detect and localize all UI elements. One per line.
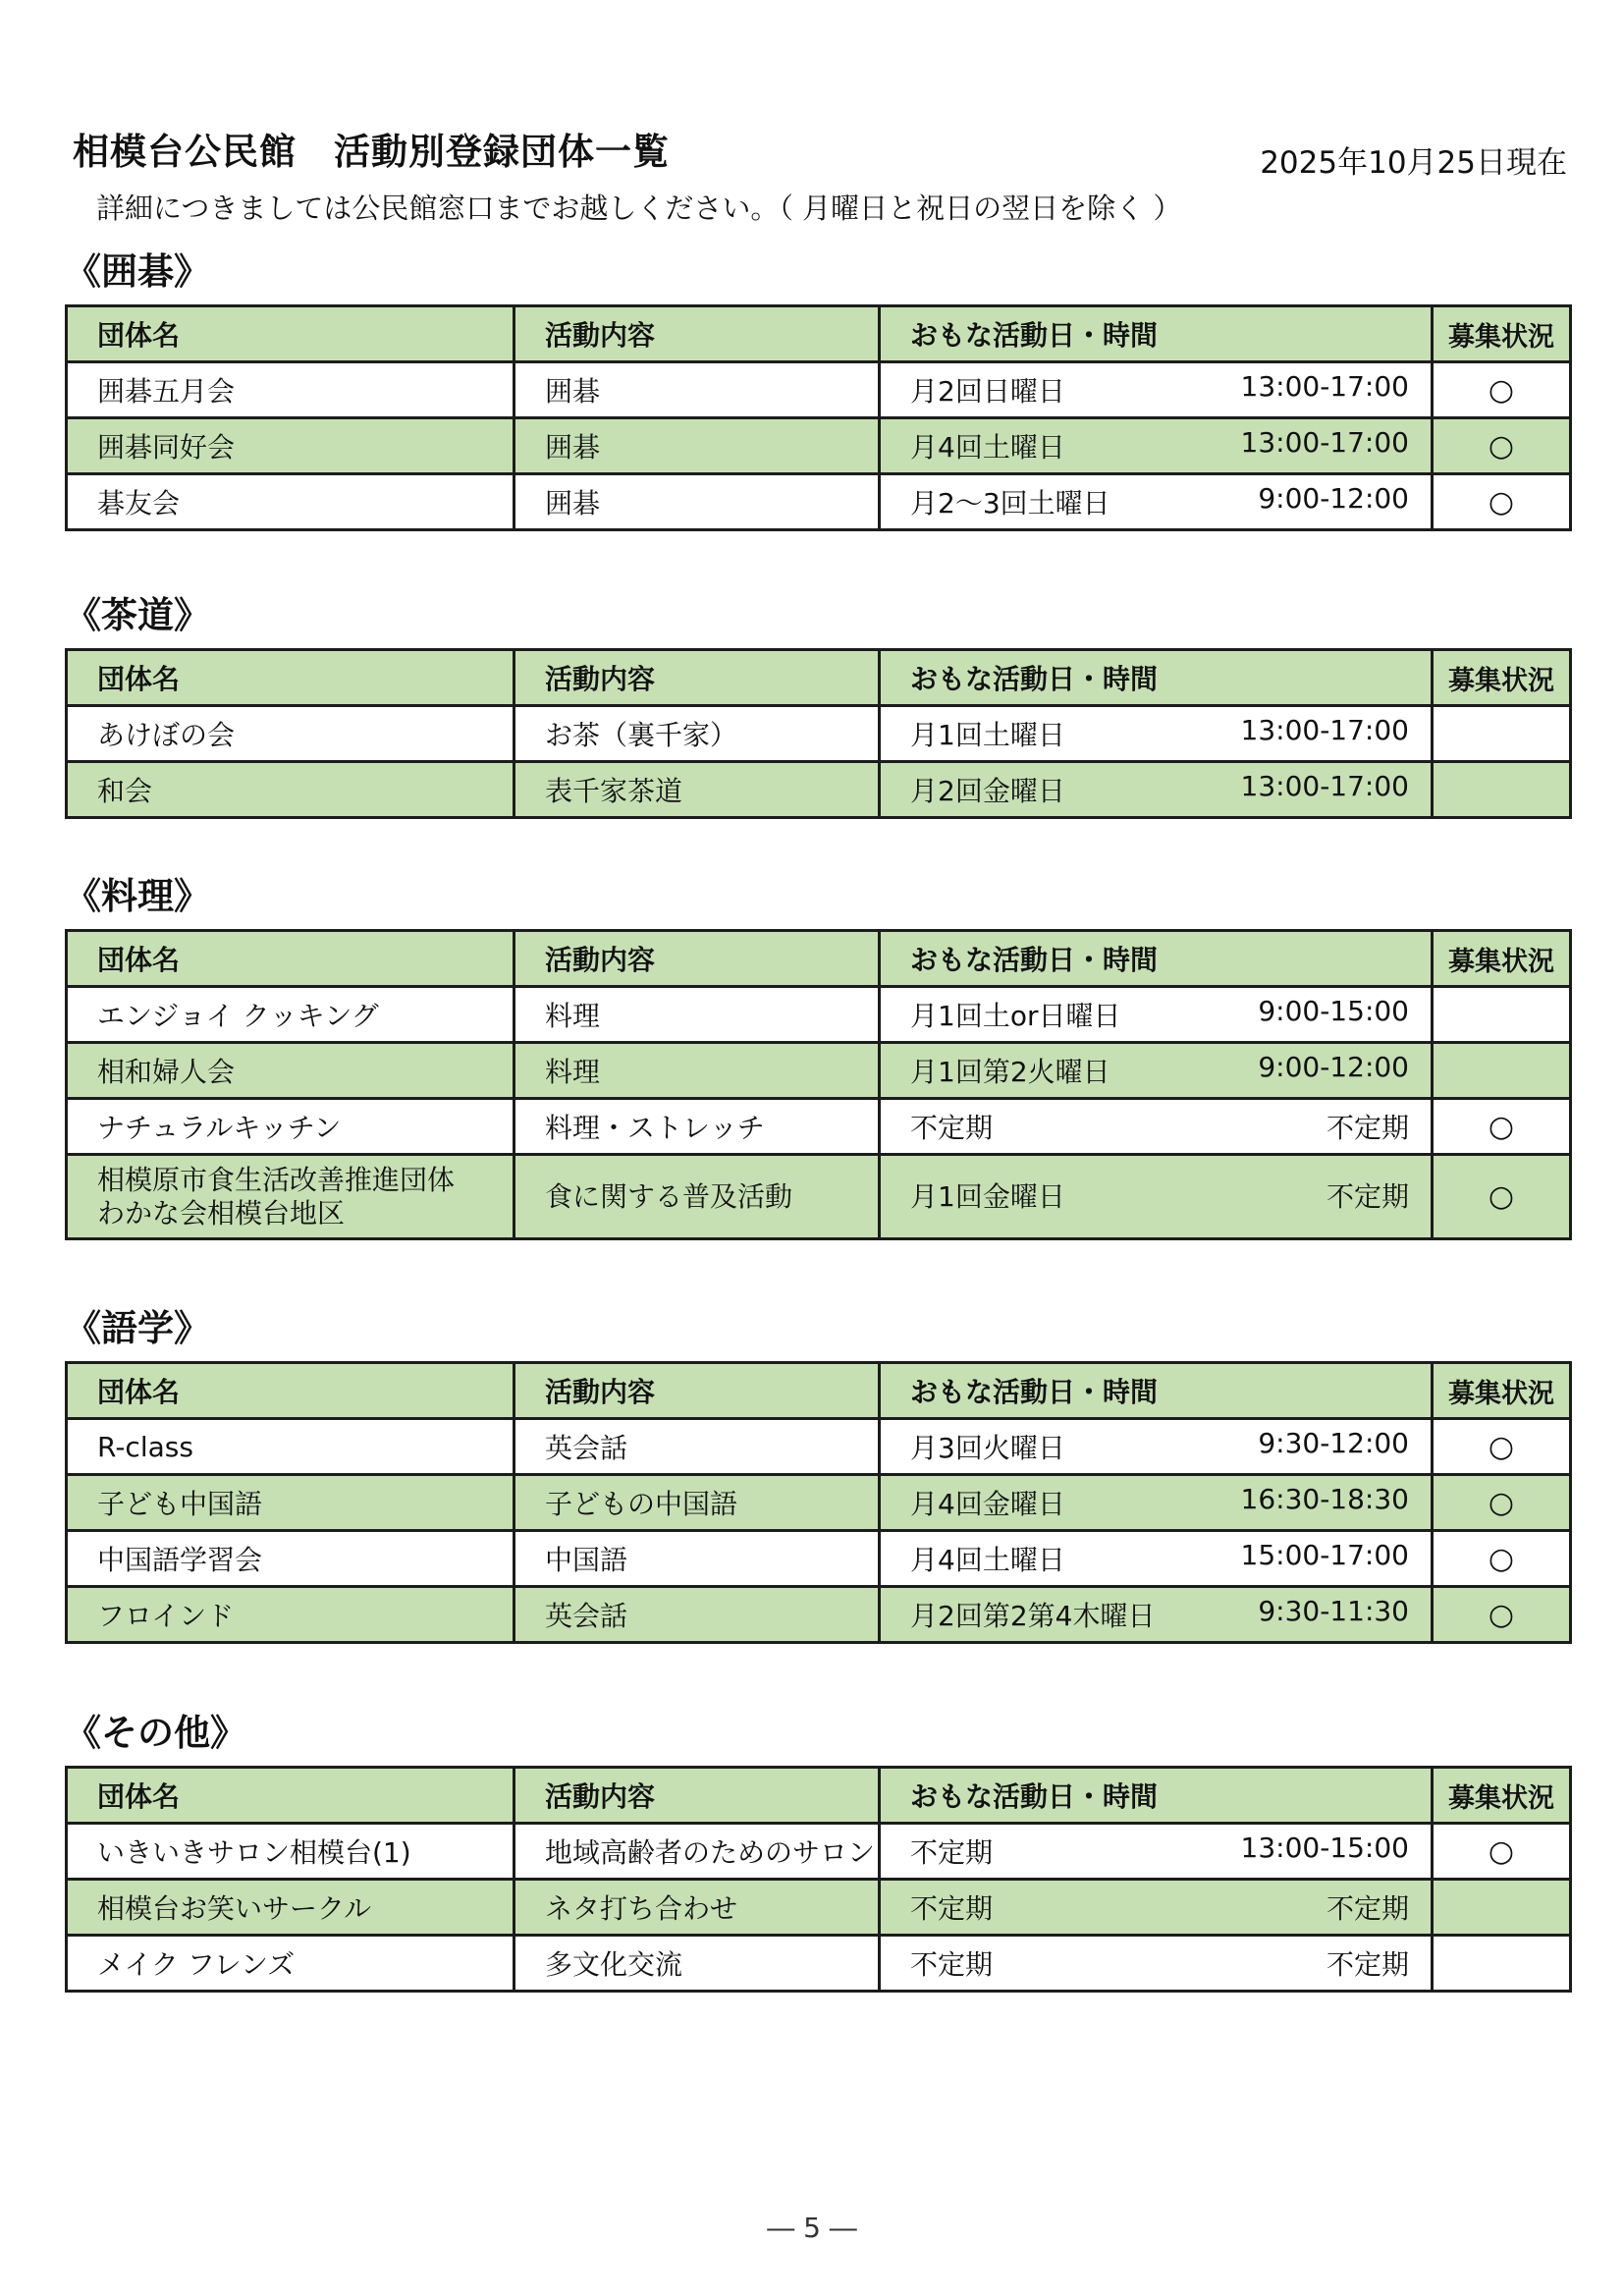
table-header-row [67,931,1571,987]
group-name-cell [67,1043,514,1099]
group-table [65,1766,1572,1993]
schedule-cell [880,474,1433,530]
activity-cell: 英会話 [514,1587,880,1643]
activity-day: 月3回火曜日 [910,1432,1065,1464]
group-name-cell [67,1587,514,1643]
recruitment-status: ○ [1433,1531,1571,1587]
schedule-cell [880,1587,1433,1643]
group-name: 相和婦人会 [97,1056,236,1088]
recruitment-status [1433,987,1571,1043]
group-name: メイク フレンズ [97,1948,296,1981]
group-table [65,304,1572,531]
group-name: フロインド [97,1600,235,1632]
table-row [67,1043,1571,1099]
group-name: あけぼの会 [97,719,236,751]
table-header-row [67,1768,1571,1824]
activity-cell: ネタ打ち合わせ [514,1880,880,1936]
schedule-cell [880,418,1433,474]
activity-cell: 囲碁 [514,362,880,418]
table-header-row [67,650,1571,706]
schedule-cell [880,1099,1433,1155]
group-name-cell [67,987,514,1043]
table-row [67,1475,1571,1531]
activity-cell: 多文化交流 [514,1936,880,1992]
section-go [65,247,1569,531]
table-header-row [67,306,1571,362]
activity-day: 月4回金曜日 [910,1488,1065,1520]
recruitment-status: ○ [1433,418,1571,474]
schedule-cell [880,1531,1433,1587]
activity-time: 13:00-17:00 [1240,770,1409,802]
activity-cell: 囲碁 [514,474,880,530]
activity-day: 月2回日曜日 [910,375,1065,408]
page-title: 相模台公民館 活動別登録団体一覧 [73,131,670,173]
group-table [65,929,1572,1240]
group-name: エンジョイ クッキング [97,1000,379,1032]
column-header-schedule: おもな活動日・時間 [880,1768,1433,1824]
table-row [67,474,1571,530]
group-table [65,648,1572,819]
group-name: R-class [97,1430,193,1463]
activity-day: 月1回土or日曜日 [910,1000,1121,1032]
group-name-cell [67,474,514,530]
recruitment-status: ○ [1433,1824,1571,1880]
group-name-cell [67,1880,514,1936]
activity-time: 13:00-17:00 [1240,426,1409,459]
activity-cell: 囲碁 [514,418,880,474]
activity-day: 不定期 [910,1948,994,1981]
activity-day: 不定期 [910,1112,994,1144]
column-header-activity: 活動内容 [514,650,880,706]
activity-cell: 食に関する普及活動 [514,1155,880,1239]
group-name: 囲碁同好会 [97,431,236,464]
activity-time: 不定期 [1326,1948,1409,1981]
activity-day: 月1回土曜日 [910,719,1065,751]
schedule-cell [880,362,1433,418]
column-header-recruitment: 募集状況 [1433,650,1571,706]
group-name: 相模原市食生活改善推進団体 [97,1163,456,1196]
schedule-cell [880,762,1433,818]
group-name: 相模台お笑いサークル [97,1892,372,1925]
table-row [67,1531,1571,1587]
table-header-row [67,1363,1571,1419]
group-name-cell [67,1531,514,1587]
activity-time: 9:00-12:00 [1258,482,1409,515]
recruitment-status: ○ [1433,1587,1571,1643]
activity-time: 不定期 [1326,1892,1409,1925]
page-number: ― 5 ― [767,2212,857,2244]
schedule-cell [880,1475,1433,1531]
column-header-activity: 活動内容 [514,931,880,987]
column-header-recruitment: 募集状況 [1433,306,1571,362]
table-row [67,1824,1571,1880]
column-header-group-name: 団体名 [67,306,514,362]
activity-day: 月1回第2火曜日 [910,1056,1110,1088]
activity-day: 月2回第2第4木曜日 [910,1600,1156,1632]
column-header-schedule: おもな活動日・時間 [880,1363,1433,1419]
group-name-cell [67,1824,514,1880]
recruitment-status: ○ [1433,1099,1571,1155]
group-table [65,1361,1572,1644]
activity-time: 不定期 [1326,1179,1409,1213]
section-language [65,1304,1569,1644]
activity-time: 13:00-15:00 [1240,1831,1409,1864]
group-name-line2: わかな会相模台地区 [97,1196,346,1230]
table-row [67,706,1571,762]
section-other [65,1709,1569,1993]
column-header-group-name: 団体名 [67,1768,514,1824]
group-name-cell [67,762,514,818]
activity-time: 9:30-12:00 [1258,1427,1409,1459]
table-row [67,362,1571,418]
section-title: 《その他》 [65,1712,246,1754]
activity-day: 不定期 [910,1836,994,1869]
group-name: いきいきサロン相模台(1) [97,1836,411,1869]
recruitment-status [1433,1043,1571,1099]
schedule-cell [880,1936,1433,1992]
column-header-schedule: おもな活動日・時間 [880,931,1433,987]
as-of-date: 2025年10月25日現在 [1260,145,1567,181]
column-header-activity: 活動内容 [514,1363,880,1419]
schedule-cell [880,1043,1433,1099]
recruitment-status [1433,762,1571,818]
group-name-cell [67,1155,514,1239]
activity-time: 13:00-17:00 [1240,714,1409,746]
inquiry-note: 詳細につきましては公民館窓口までお越しください。（ 月曜日と祝日の翌日を除く ） [96,191,1182,225]
table-row [67,1936,1571,1992]
activity-time: 9:30-11:30 [1258,1595,1409,1627]
table-row [67,1419,1571,1475]
activity-cell: 英会話 [514,1419,880,1475]
recruitment-status: ○ [1433,362,1571,418]
group-name-cell [67,1099,514,1155]
schedule-cell [880,987,1433,1043]
column-header-activity: 活動内容 [514,306,880,362]
group-name: ナチュラルキッチン [97,1112,342,1144]
activity-time: 9:00-15:00 [1258,995,1409,1027]
table-row [67,418,1571,474]
recruitment-status: ○ [1433,1419,1571,1475]
activity-time: 13:00-17:00 [1240,370,1409,403]
activity-cell: 中国語 [514,1531,880,1587]
activity-day: 不定期 [910,1892,994,1925]
activity-cell: 料理・ストレッチ [514,1099,880,1155]
group-name: 囲碁五月会 [97,375,236,408]
table-row [67,1155,1571,1239]
recruitment-status [1433,706,1571,762]
column-header-group-name: 団体名 [67,1363,514,1419]
activity-day: 月1回金曜日 [910,1179,1065,1213]
activity-day: 月4回土曜日 [910,1544,1065,1576]
schedule-cell [880,1880,1433,1936]
table-row [67,987,1571,1043]
recruitment-status: ○ [1433,474,1571,530]
group-name-cell [67,418,514,474]
activity-day: 月2回金曜日 [910,775,1065,807]
column-header-recruitment: 募集状況 [1433,1768,1571,1824]
table-row [67,1587,1571,1643]
recruitment-status [1433,1936,1571,1992]
column-header-group-name: 団体名 [67,650,514,706]
schedule-cell [880,1419,1433,1475]
section-title: 《語学》 [65,1307,210,1349]
schedule-cell [880,706,1433,762]
column-header-recruitment: 募集状況 [1433,931,1571,987]
column-header-activity: 活動内容 [514,1768,880,1824]
group-name: 中国語学習会 [97,1544,263,1576]
recruitment-status [1433,1880,1571,1936]
recruitment-status: ○ [1433,1155,1571,1239]
schedule-cell [880,1155,1433,1239]
section-title: 《料理》 [65,875,210,917]
schedule-cell [880,1824,1433,1880]
column-header-recruitment: 募集状況 [1433,1363,1571,1419]
group-name: 和会 [97,775,153,807]
table-row [67,1099,1571,1155]
section-title: 《囲碁》 [65,250,210,293]
activity-cell: 料理 [514,987,880,1043]
activity-cell: 表千家茶道 [514,762,880,818]
activity-day: 月2～3回土曜日 [910,487,1110,519]
group-name-cell [67,362,514,418]
activity-cell: お茶（裏千家） [514,706,880,762]
column-header-schedule: おもな活動日・時間 [880,650,1433,706]
activity-time: 15:00-17:00 [1240,1539,1409,1571]
activity-time: 16:30-18:30 [1240,1483,1409,1515]
group-name-cell [67,1936,514,1992]
column-header-group-name: 団体名 [67,931,514,987]
group-name: 碁友会 [97,487,181,519]
activity-time: 不定期 [1326,1112,1409,1144]
table-row [67,1880,1571,1936]
group-name-cell [67,1475,514,1531]
activity-day: 月4回土曜日 [910,431,1065,464]
section-tea [65,591,1569,819]
group-name: 子ども中国語 [97,1488,263,1520]
group-name-cell [67,1419,514,1475]
group-name-cell [67,706,514,762]
table-row [67,762,1571,818]
recruitment-status: ○ [1433,1475,1571,1531]
activity-time: 9:00-12:00 [1258,1051,1409,1083]
activity-cell: 子どもの中国語 [514,1475,880,1531]
section-title: 《茶道》 [65,594,210,636]
section-cooking [65,872,1569,1240]
activity-cell: 地域高齢者のためのサロン [514,1824,880,1880]
column-header-schedule: おもな活動日・時間 [880,306,1433,362]
activity-cell: 料理 [514,1043,880,1099]
